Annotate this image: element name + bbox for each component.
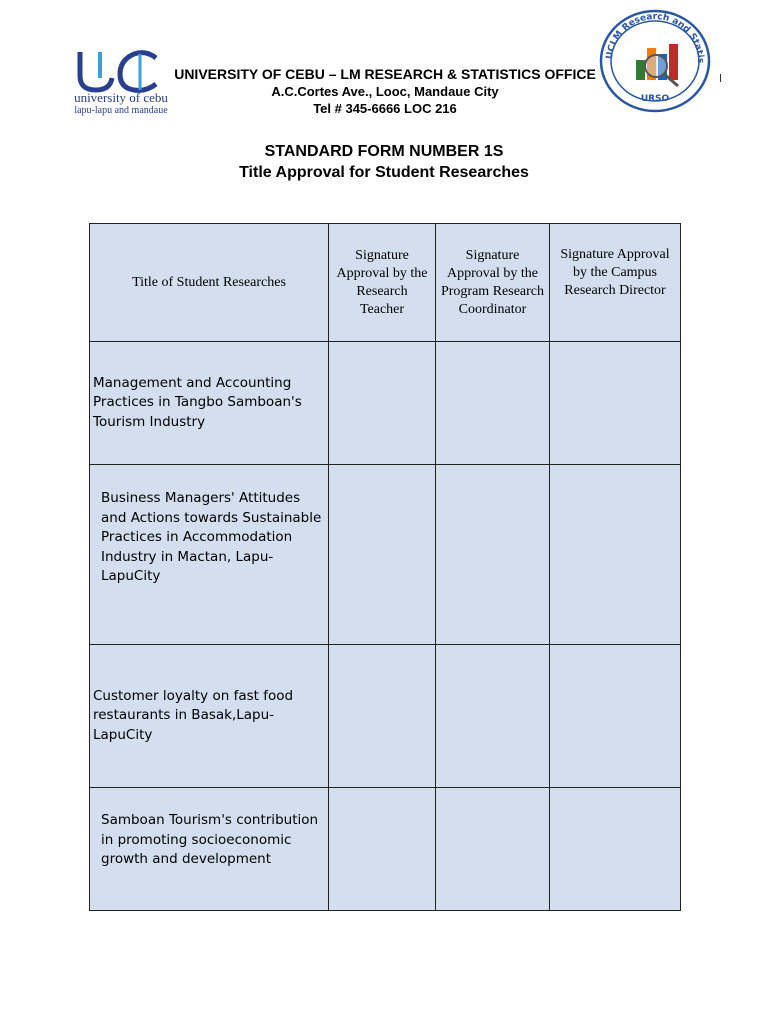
research-title: Management and Accounting Practices in Tangbo Samboan's Tourism Industry: [93, 374, 302, 430]
column-header-research-teacher: Signature Approval by the Research Teacher: [329, 224, 436, 342]
table-row: [90, 645, 681, 788]
office-name: UNIVERSITY OF CEBU – LM RESEARCH & STATISTICS OFFICE: [174, 66, 596, 82]
research-title: Samboan Tourism's contribution in promoting socioeconomic growth and development: [101, 812, 319, 867]
signature-teacher-cell[interactable]: [329, 465, 436, 645]
table-row: [90, 342, 681, 465]
approval-table: [89, 223, 681, 911]
signature-director-cell[interactable]: [550, 788, 681, 911]
logo-wordmark: university of cebu: [74, 90, 168, 105]
research-title-cell: [90, 465, 329, 645]
column-header-program-coordinator: Signature Approval by the Program Research Coordinator: [436, 224, 550, 342]
column-header-title: Title of Student Researches: [90, 224, 329, 342]
table-header-row: [90, 224, 681, 342]
signature-director-cell[interactable]: [550, 645, 681, 788]
research-title-cell: [90, 788, 329, 911]
signature-coordinator-cell[interactable]: [436, 788, 550, 911]
signature-coordinator-cell[interactable]: [436, 645, 550, 788]
research-title-cell: [90, 342, 329, 465]
column-header-research-director: Signature Approval by the Campus Research Director: [550, 224, 681, 342]
margin-mark: [720, 74, 721, 82]
research-title-cell: [90, 645, 329, 788]
office-phone: Tel # 345-6666 LOC 216: [313, 101, 457, 116]
research-title: Business Managers' Attitudes and Actions towards Sustainable Practices in Accommodation Industry in Mactan, Lapu-LapuCity: [101, 490, 322, 584]
office-address: A.C.Cortes Ave., Looc, Mandaue City: [271, 84, 499, 99]
seal-bottom-text: URSO: [640, 94, 670, 104]
table-row: [90, 788, 681, 911]
form-title: Title Approval for Student Researches: [239, 164, 529, 181]
signature-teacher-cell[interactable]: [329, 645, 436, 788]
seal-ring-text: UCLM Research and Statis: [605, 12, 706, 64]
form-number: STANDARD FORM NUMBER 1S: [264, 143, 504, 160]
signature-coordinator-cell[interactable]: [436, 342, 550, 465]
signature-director-cell[interactable]: [550, 465, 681, 645]
signature-coordinator-cell[interactable]: [436, 465, 550, 645]
logo-campus: lapu-lapu and mandaue: [74, 105, 168, 116]
table-row: [90, 465, 681, 645]
research-title: Customer loyalty on fast food restaurants in Basak,Lapu-LapuCity: [93, 687, 294, 743]
letterhead: [150, 66, 620, 117]
signature-teacher-cell[interactable]: [329, 788, 436, 911]
signature-director-cell[interactable]: [550, 342, 681, 465]
signature-teacher-cell[interactable]: [329, 342, 436, 465]
form-heading: [150, 141, 618, 183]
